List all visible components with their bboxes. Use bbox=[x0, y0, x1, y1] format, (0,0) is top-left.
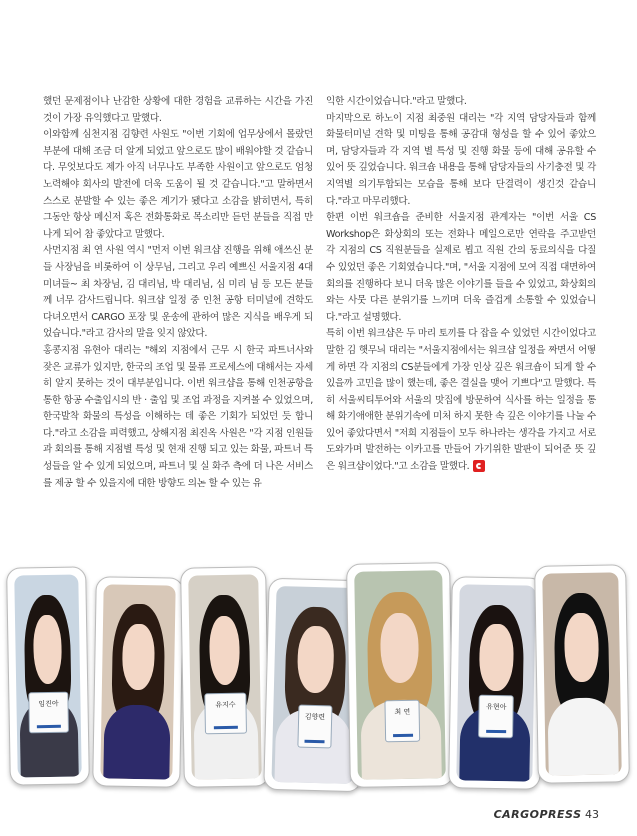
photo-scene bbox=[456, 584, 535, 781]
paragraph-text: 특히 이번 워크샵은 두 마리 토끼를 다 잡을 수 있었던 시간이었다고 말한 김 햇무늬 대리는 "서울지점에서는 워크샵 일정을 짜면서 어떻게 하면 각 지점의 CS분들에게 가장 인상 깊은 워크숍이 되게 할 수 있을까 고민을 많이 했는데, 좋은 결실을 맺어 기쁘다"고 말했다. 특히 서울씨티투어와 서울의 맛집에 방문하여 식사를 하는 일정을 통해 화기애애한 분위기속에 미처 하지 못한 속 깊은 이야기를 나눌 수 있어 좋았다면서 "저희 지점들이 모두 하나라는 생각을 가지고 서로 도와가며 발전하는 이카고를 만들어 가기위한 발판이 되어준 뜻 깊은 워크샵이었다."고 소감을 말했다. bbox=[326, 328, 596, 473]
name-badge: 최 연 bbox=[385, 700, 421, 742]
face bbox=[122, 624, 155, 690]
photo bbox=[534, 564, 630, 784]
face bbox=[33, 615, 62, 684]
paragraph: 한편 이번 워크숍을 준비한 서울지점 관계자는 "이번 서울 CS Workshop은 화상회의 또는 전화나 메일으로만 연락을 주고받던 각 지점의 CS 직원분들을 실제로 뵙고 직원 간의 동료의식을 다질 수 있었던 좋은 기회였습니다."며, "서울 지점에 모여 직접 대면하여 회의를 진행하다 보니 더욱 많은 이야기를 들을 수 있었고, 화상회의와는 사뭇 다른 분위기를 느끼며 더욱 즐겁게 소통할 수 있었습니다."라고 설명했다. bbox=[326, 212, 596, 323]
paragraph: 이와함께 심천지점 김향련 사원도 "이번 기회에 업무상에서 몰랐던 부분에 대해 조금 더 알게 되었고 앞으로도 많이 배워야할 것 같습니다. 무엇보다도 제가 아직 너무나도 부족한 사원이고 앞으로도 엄청 노력해야 회사의 발전에 더욱 도움이 될 것 같습니다."고 말하면서 스스로 분발할 수 있는 좋은 계기가 됐다고 소감을 밝히면서, 특히 그동안 항상 메신저 혹은 전화통화로 목소리만 듣던 분들을 직접 만나게 되어 참 좋았다고 말했다. bbox=[43, 129, 313, 240]
page-footer bbox=[494, 808, 599, 821]
paragraph: 익한 시간이었습니다."라고 말했다. bbox=[326, 96, 467, 107]
name-badge: 김향련 bbox=[297, 704, 333, 748]
photo-scene bbox=[100, 584, 175, 779]
face bbox=[564, 613, 599, 682]
name-badge: 임진아 bbox=[28, 692, 70, 733]
photo-strip bbox=[0, 555, 637, 795]
photo bbox=[448, 576, 544, 790]
photo-scene bbox=[271, 586, 358, 784]
photo bbox=[6, 566, 90, 785]
article-left-column bbox=[43, 94, 313, 492]
magazine-name: CARGOPRESS bbox=[493, 808, 582, 821]
photo-scene bbox=[188, 574, 262, 779]
photo-scene bbox=[354, 570, 446, 780]
paragraph: 마지막으로 하노이 지점 최중원 대리는 "각 지역 담당자들과 함께 화물터미널 견학 및 미팅을 통해 공감대 형성을 할 수 있어 좋았으며, 담당자들과 각 지역 별 특성 및 진행 화물 등에 대해 공유할 수 있어 뜻 깊었습니다. 워크숍 내용을 통해 담당자들의 사기충전 및 각 지역별 의기투합되는 모습을 통해 보다 단결력이 생긴것 같습니다."라고 마무리했다. bbox=[326, 112, 596, 207]
photo bbox=[92, 576, 184, 788]
name-badge: 유현아 bbox=[478, 694, 514, 738]
photo-scene bbox=[542, 572, 622, 775]
paragraph-last bbox=[326, 326, 596, 475]
shirt bbox=[547, 698, 618, 776]
name-badge: 유지수 bbox=[204, 693, 247, 735]
photo-scene bbox=[14, 574, 82, 777]
paragraph: 사먼지점 최 연 사원 역시 "먼저 이번 워크샵 진행을 위해 애쓰신 분들 사장님을 비롯하여 이 상무님, 그리고 우리 예쁘신 서울지점 4대 미녀들~ 최 차장님, 김 대리님, 박 대리님, 심 미리 님 등 모든 분들께 너무 감사드립니다. 워크샵 일정 중 인천 공항 터미널에 견학도 다녀오면서 CARGO 포장 및 운송에 관하여 많은 지식을 배우게 되었습니다."라고 감사의 말을 잊지 않았다. bbox=[43, 245, 313, 340]
photo bbox=[180, 566, 270, 787]
face bbox=[479, 624, 514, 691]
article-end-mark-icon bbox=[473, 460, 485, 472]
page-number: 43 bbox=[585, 808, 599, 821]
article-right-column bbox=[326, 94, 596, 476]
photo bbox=[346, 562, 454, 788]
shirt bbox=[103, 705, 171, 780]
paragraph: 했던 문제점이나 난감한 상황에 대한 경험을 교류하는 시간을 가진 것이 가장 유익했다고 말했다. bbox=[43, 96, 313, 124]
paragraph: 홍콩지점 유현아 대리는 "해외 지점에서 근무 시 한국 파트너사와 잦은 교류가 있지만, 한국의 조업 및 물류 프로세스에 대해서는 자세히 알지 못하는 것이 대부분입니다. 이번 워크샵을 통해 인천공항을 통한 항공 수출입시의 반 · 출입 및 조업 과정을 지켜볼 수 있었으며, 한국발착 화물의 특성을 이해하는 데 좋은 기회가 되었던 듯 합니다."라고 소감을 피력했고, 상해지점 최진옥 사원은 "각 지점 인원들과 회의를 통해 지점별 특성 및 현재 진행 되고 있는 화물, 파트너 특성들을 알 수 있게 되었으며, 파트너 및 실 화주 측에 더 나은 서비스를 제공 할 수 있을지에 대한 방향도 의논 할 수 있는 유 bbox=[43, 344, 313, 489]
